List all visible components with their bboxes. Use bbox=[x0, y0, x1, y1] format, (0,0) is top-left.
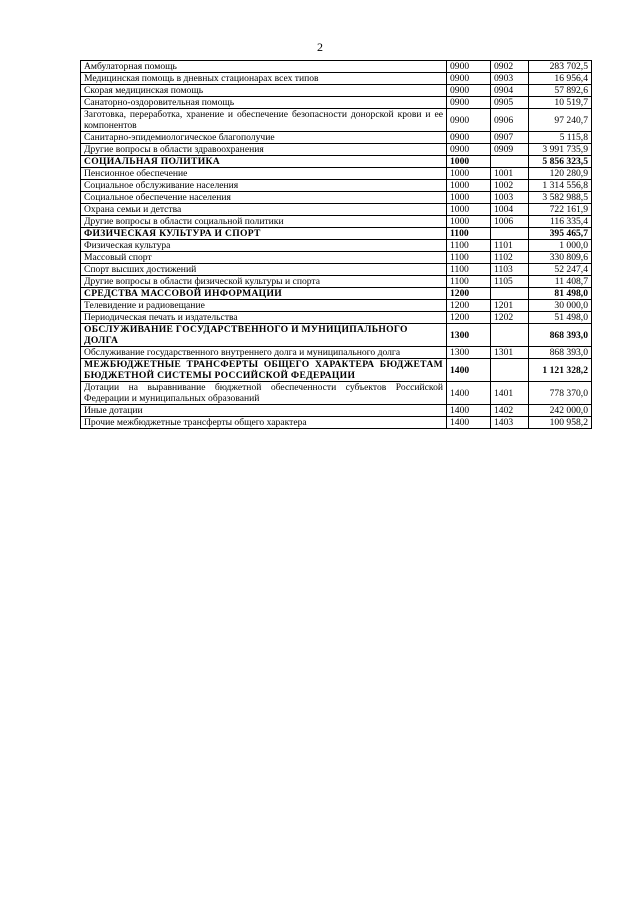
table-row bbox=[81, 276, 592, 288]
row-amount-cell: 1 121 328,2 bbox=[529, 359, 592, 382]
row-amount-cell: 10 519,7 bbox=[529, 97, 592, 109]
row-section-code-cell: 0900 bbox=[447, 85, 491, 97]
row-section-code-cell: 0900 bbox=[447, 61, 491, 73]
row-section-code-cell: 1000 bbox=[447, 156, 491, 168]
row-name-cell: Санаторно-оздоровительная помощь bbox=[81, 97, 447, 109]
row-name-cell: Медицинская помощь в дневных стационарах всех типов bbox=[81, 73, 447, 85]
table-row bbox=[81, 61, 592, 73]
row-name-cell: Прочие межбюджетные трансферты общего характера bbox=[81, 417, 447, 429]
table-row bbox=[81, 204, 592, 216]
row-name-cell: МЕЖБЮДЖЕТНЫЕ ТРАНСФЕРТЫ ОБЩЕГО ХАРАКТЕРА БЮДЖЕТАМ БЮДЖЕТНОЙ СИСТЕМЫ РОССИЙСКОЙ ФЕДЕРАЦИИ bbox=[81, 359, 447, 382]
row-subsection-code-cell: 1402 bbox=[491, 405, 529, 417]
row-section-code-cell: 1400 bbox=[447, 382, 491, 405]
row-subsection-code-cell: 1002 bbox=[491, 180, 529, 192]
row-section-code-cell: 1200 bbox=[447, 288, 491, 300]
row-amount-cell: 330 809,6 bbox=[529, 252, 592, 264]
row-subsection-code-cell: 1105 bbox=[491, 276, 529, 288]
budget-table-body bbox=[81, 61, 592, 429]
table-section-row bbox=[81, 288, 592, 300]
row-subsection-code-cell: 1103 bbox=[491, 264, 529, 276]
row-section-code-cell: 1100 bbox=[447, 252, 491, 264]
table-section-row bbox=[81, 359, 592, 382]
row-name-cell: СРЕДСТВА МАССОВОЙ ИНФОРМАЦИИ bbox=[81, 288, 447, 300]
row-name-cell: Пенсионное обеспечение bbox=[81, 168, 447, 180]
row-amount-cell: 57 892,6 bbox=[529, 85, 592, 97]
row-section-code-cell: 0900 bbox=[447, 73, 491, 85]
row-amount-cell: 97 240,7 bbox=[529, 109, 592, 132]
row-section-code-cell: 1100 bbox=[447, 264, 491, 276]
row-subsection-code-cell: 1403 bbox=[491, 417, 529, 429]
table-row bbox=[81, 216, 592, 228]
row-section-code-cell: 1000 bbox=[447, 216, 491, 228]
row-section-code-cell: 1400 bbox=[447, 417, 491, 429]
row-subsection-code-cell: 1101 bbox=[491, 240, 529, 252]
row-amount-cell: 30 000,0 bbox=[529, 300, 592, 312]
row-amount-cell: 778 370,0 bbox=[529, 382, 592, 405]
row-section-code-cell: 1200 bbox=[447, 312, 491, 324]
table-row bbox=[81, 180, 592, 192]
row-amount-cell: 11 408,7 bbox=[529, 276, 592, 288]
row-section-code-cell: 0900 bbox=[447, 132, 491, 144]
table-row bbox=[81, 132, 592, 144]
table-row bbox=[81, 168, 592, 180]
table-section-row bbox=[81, 228, 592, 240]
row-amount-cell: 100 958,2 bbox=[529, 417, 592, 429]
row-section-code-cell: 1200 bbox=[447, 300, 491, 312]
row-section-code-cell: 1100 bbox=[447, 228, 491, 240]
table-row bbox=[81, 85, 592, 97]
row-amount-cell: 722 161,9 bbox=[529, 204, 592, 216]
row-section-code-cell: 1000 bbox=[447, 204, 491, 216]
table-row bbox=[81, 252, 592, 264]
row-amount-cell: 5 115,8 bbox=[529, 132, 592, 144]
table-row bbox=[81, 73, 592, 85]
row-section-code-cell: 1000 bbox=[447, 180, 491, 192]
row-subsection-code-cell: 1301 bbox=[491, 347, 529, 359]
table-row bbox=[81, 405, 592, 417]
row-name-cell: Телевидение и радиовещание bbox=[81, 300, 447, 312]
table-row bbox=[81, 300, 592, 312]
table-row bbox=[81, 312, 592, 324]
row-subsection-code-cell: 0906 bbox=[491, 109, 529, 132]
row-section-code-cell: 1000 bbox=[447, 168, 491, 180]
row-amount-cell: 283 702,5 bbox=[529, 61, 592, 73]
row-subsection-code-cell: 1202 bbox=[491, 312, 529, 324]
row-section-code-cell: 1300 bbox=[447, 324, 491, 347]
row-subsection-code-cell bbox=[491, 156, 529, 168]
row-subsection-code-cell bbox=[491, 359, 529, 382]
row-amount-cell: 52 247,4 bbox=[529, 264, 592, 276]
row-name-cell: СОЦИАЛЬНАЯ ПОЛИТИКА bbox=[81, 156, 447, 168]
row-subsection-code-cell: 1003 bbox=[491, 192, 529, 204]
row-amount-cell: 16 956,4 bbox=[529, 73, 592, 85]
row-name-cell: Социальное обслуживание населения bbox=[81, 180, 447, 192]
row-amount-cell: 1 314 556,8 bbox=[529, 180, 592, 192]
row-subsection-code-cell: 1102 bbox=[491, 252, 529, 264]
row-subsection-code-cell: 0904 bbox=[491, 85, 529, 97]
row-section-code-cell: 1400 bbox=[447, 405, 491, 417]
row-subsection-code-cell bbox=[491, 288, 529, 300]
row-name-cell: Дотации на выравнивание бюджетной обеспеченности субъектов Российской Федерации и муниципальных образований bbox=[81, 382, 447, 405]
row-amount-cell: 395 465,7 bbox=[529, 228, 592, 240]
table-row bbox=[81, 382, 592, 405]
row-name-cell: Санитарно-эпидемиологическое благополучие bbox=[81, 132, 447, 144]
row-amount-cell: 242 000,0 bbox=[529, 405, 592, 417]
table-row bbox=[81, 192, 592, 204]
row-subsection-code-cell: 1401 bbox=[491, 382, 529, 405]
table-row bbox=[81, 144, 592, 156]
row-name-cell: Массовый спорт bbox=[81, 252, 447, 264]
row-name-cell: Физическая культура bbox=[81, 240, 447, 252]
row-amount-cell: 120 280,9 bbox=[529, 168, 592, 180]
budget-table bbox=[80, 60, 592, 429]
row-name-cell: Другие вопросы в области физической культуры и спорта bbox=[81, 276, 447, 288]
row-section-code-cell: 1400 bbox=[447, 359, 491, 382]
row-name-cell: Иные дотации bbox=[81, 405, 447, 417]
row-name-cell: ФИЗИЧЕСКАЯ КУЛЬТУРА И СПОРТ bbox=[81, 228, 447, 240]
row-subsection-code-cell: 1004 bbox=[491, 204, 529, 216]
row-section-code-cell: 0900 bbox=[447, 97, 491, 109]
row-subsection-code-cell bbox=[491, 324, 529, 347]
row-amount-cell: 3 991 735,9 bbox=[529, 144, 592, 156]
table-row bbox=[81, 264, 592, 276]
row-subsection-code-cell: 1001 bbox=[491, 168, 529, 180]
row-name-cell: Охрана семьи и детства bbox=[81, 204, 447, 216]
table-row bbox=[81, 97, 592, 109]
table-section-row bbox=[81, 156, 592, 168]
row-subsection-code-cell: 1006 bbox=[491, 216, 529, 228]
row-subsection-code-cell bbox=[491, 228, 529, 240]
row-section-code-cell: 1100 bbox=[447, 240, 491, 252]
row-section-code-cell: 0900 bbox=[447, 144, 491, 156]
row-name-cell: Социальное обеспечение населения bbox=[81, 192, 447, 204]
row-name-cell: Обслуживание государственного внутреннего долга и муниципального долга bbox=[81, 347, 447, 359]
row-name-cell: Другие вопросы в области здравоохранения bbox=[81, 144, 447, 156]
row-subsection-code-cell: 0903 bbox=[491, 73, 529, 85]
row-name-cell: ОБСЛУЖИВАНИЕ ГОСУДАРСТВЕННОГО И МУНИЦИПАЛЬНОГО ДОЛГА bbox=[81, 324, 447, 347]
row-subsection-code-cell: 0902 bbox=[491, 61, 529, 73]
row-amount-cell: 868 393,0 bbox=[529, 324, 592, 347]
row-section-code-cell: 1100 bbox=[447, 276, 491, 288]
row-subsection-code-cell: 0907 bbox=[491, 132, 529, 144]
table-row bbox=[81, 240, 592, 252]
row-name-cell: Периодическая печать и издательства bbox=[81, 312, 447, 324]
row-name-cell: Заготовка, переработка, хранение и обеспечение безопасности донорской крови и ее компонентов bbox=[81, 109, 447, 132]
row-name-cell: Амбулаторная помощь bbox=[81, 61, 447, 73]
row-subsection-code-cell: 0905 bbox=[491, 97, 529, 109]
row-subsection-code-cell: 1201 bbox=[491, 300, 529, 312]
row-name-cell: Спорт высших достижений bbox=[81, 264, 447, 276]
row-section-code-cell: 1000 bbox=[447, 192, 491, 204]
page-number: 2 bbox=[317, 40, 323, 54]
row-amount-cell: 51 498,0 bbox=[529, 312, 592, 324]
row-amount-cell: 116 335,4 bbox=[529, 216, 592, 228]
row-subsection-code-cell: 0909 bbox=[491, 144, 529, 156]
row-amount-cell: 5 856 323,5 bbox=[529, 156, 592, 168]
row-name-cell: Скорая медицинская помощь bbox=[81, 85, 447, 97]
row-name-cell: Другие вопросы в области социальной политики bbox=[81, 216, 447, 228]
row-amount-cell: 868 393,0 bbox=[529, 347, 592, 359]
row-amount-cell: 3 582 988,5 bbox=[529, 192, 592, 204]
table-row bbox=[81, 109, 592, 132]
row-section-code-cell: 1300 bbox=[447, 347, 491, 359]
row-amount-cell: 1 000,0 bbox=[529, 240, 592, 252]
table-section-row bbox=[81, 324, 592, 347]
table-row bbox=[81, 417, 592, 429]
table-row bbox=[81, 347, 592, 359]
row-section-code-cell: 0900 bbox=[447, 109, 491, 132]
row-amount-cell: 81 498,0 bbox=[529, 288, 592, 300]
